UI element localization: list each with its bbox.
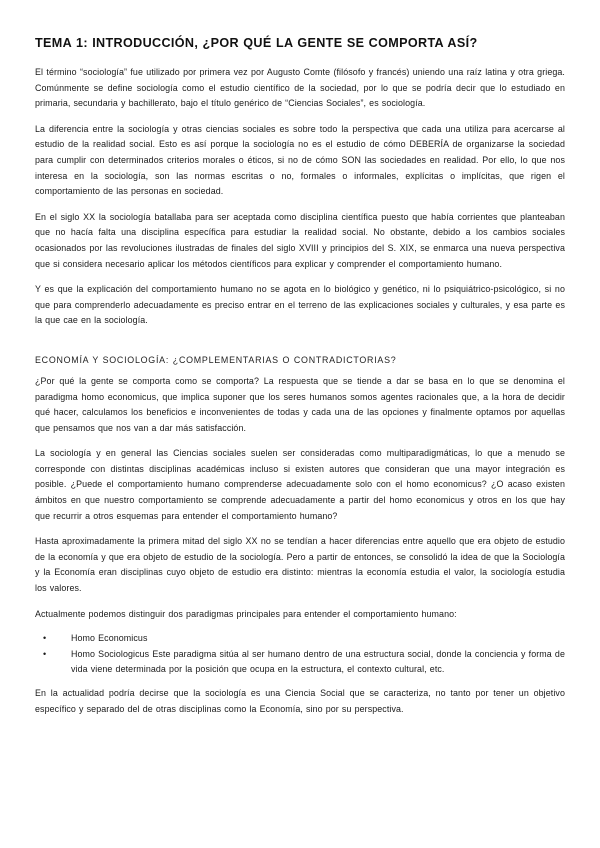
section-paragraph-1: ¿Por qué la gente se comporta como se comporta? La respuesta que se tiende a dar se basa en lo que se denomina el paradigma homo economicus, que implica suponer que los seres humanos somos agentes racionales que, a la hora de decidir qué hacer, calculamos los beneficios e inconvenientes de todas y cada una de las opciones y finalmente optamos por aquellas que pensamos que nos van a dar más satisfacción. [35,375,565,433]
list-item-text: Homo Sociologicus Este paradigma sitúa al ser humano dentro de una estructura social, donde la conciencia y forma de vida viene determinada por la posición que ocupa en la estructura, el contexto cultural, etc. [71,648,565,675]
bullet-icon: • [43,633,47,644]
section-paragraph-4: Actualmente podemos distinguir dos paradigmas principales para entender el comportamiento humano: [35,608,457,619]
intro-paragraph-2: La diferencia entre la sociología y otras ciencias sociales es sobre todo la perspectiva que cada una utiliza para acercarse al estudio de la realidad social. Esto es así porque la sociología no es el estudio de cómo DEBERÍA de organizarse la sociedad para cumplir con determinados criterios morales o éticos, si no de cómo SON las sociedades en realidad. Por ello, lo que nos interesa en la sociología, son las normas escritas o no, formales o informales, explícitas o implícitas, que rigen el comportamiento de las personas en sociedad. [35,123,565,197]
intro-paragraph-1: El término “sociología” fue utilizado por primera vez por Augusto Comte (filósofo y francés) uniendo una raíz latina y otra griega. Comúnmente se define sociología como el estudio científico de la sociedad, por lo que se podría decir que lo estudiado en primaria, secundaria y bachillerato, bajo el título genérico de “Ciencias Sociales”, es sociología. [35,67,565,109]
intro-paragraph-3: En el siglo XX la sociología batallaba para ser aceptada como disciplina científica puesto que había corrientes que planteaban que no hacía falta una disciplina específica para estudiar la realidad social. No obstante, debido a los cambios sociales ocasionados por las revoluciones ilustradas de finales del siglo XVIII y principios del S. XIX, se enmarca una nueva perspectiva que si considera necesario aplicar los métodos científicos para explicar y comprender el comportamiento humano. [35,211,565,269]
section-paragraph-3: Hasta aproximadamente la primera mitad del siglo XX no se tendían a hacer diferencias entre aquello que era objeto de estudio de la economía y que era objeto de estudio de la sociología. Pero a partir de entonces, se consolidó la idea de que la Sociología y la Economía eran disciplinas cuyo objeto de estudio era distinto: mientras la economía estudia el valor, la sociología estudia los valores. [35,536,565,594]
list-item [43,631,565,647]
section-heading: ECONOMÍA Y SOCIOLOGÍA: ¿COMPLEMENTARIAS O CONTRADICTORIAS? [35,354,397,365]
section-paragraph-2: La sociología y en general las Ciencias sociales suelen ser consideradas como multiparadigmáticas, lo que a menudo se corresponde con distintas disciplinas académicas incluso si existen autores que consideran que una mayor integración es posible. ¿Puede el comportamiento humano comprenderse adecuadamente solo con el homo economicus? ¿O acaso existen ámbitos en que nuestro comportamiento se comprende adecuadamente a partir del homo economicus y otros en los que hay que recurrir a otros esquemas para entender el comportamiento humano? [35,448,565,521]
closing-paragraph: En la actualidad podría decirse que la sociología es una Ciencia Social que se caracteriza, no tanto por tener un objetivo específico y separado del de otras disciplinas como la Economía, sino por su perspectiva. [35,688,565,714]
paradigm-list [35,631,565,678]
list-item-text: Homo Economicus [71,633,148,644]
bullet-icon: • [43,648,47,659]
page-title: TEMA 1: INTRODUCCIÓN, ¿POR QUÉ LA GENTE SE COMPORTA ASÍ? [35,36,478,50]
intro-paragraph-4: Y es que la explicación del comportamiento humano no se agota en lo biológico y genético, ni lo psiquiátrico-psicológico, si no que para comprenderlo adecuadamente es preciso entrar en el terreno de las explicaciones sociales y culturales, y esa parte es la que cae en la sociología. [35,284,565,326]
list-item [43,647,565,678]
document-page [35,35,565,727]
